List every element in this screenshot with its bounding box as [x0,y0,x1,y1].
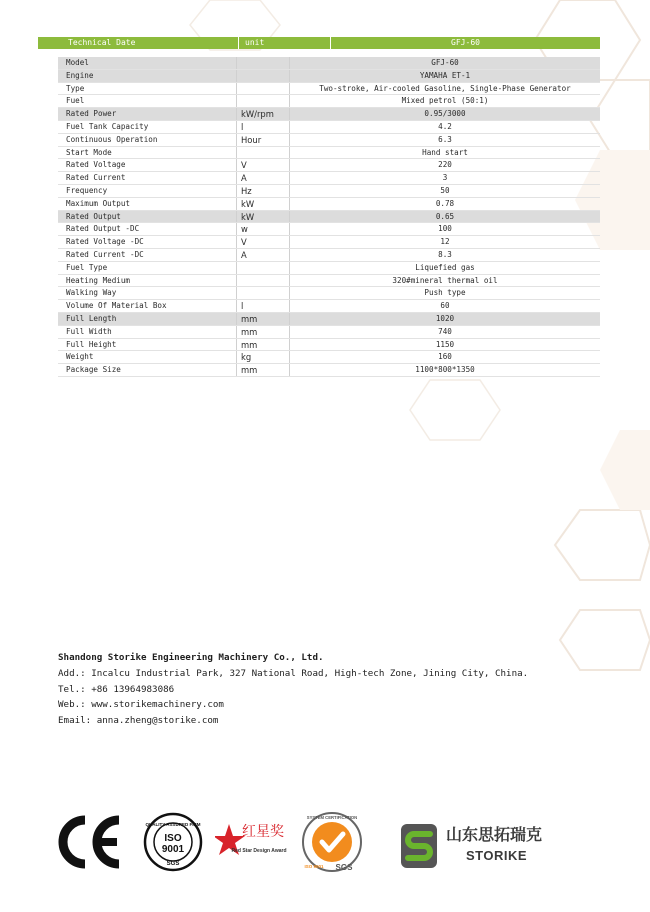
spec-unit-cell: mm [236,339,290,351]
table-row [58,287,600,300]
table-row [58,364,600,377]
spec-unit-cell: l [236,121,290,133]
spec-label-cell: Rated Voltage -DC [66,237,144,247]
table-row [58,70,600,83]
spec-unit-cell: Hz [236,185,290,197]
spec-unit-cell [236,95,290,107]
iso-main-text: ISO [164,833,182,844]
spec-unit-cell: mm [236,313,290,325]
spec-unit-cell: kW [236,198,290,210]
table-row [58,249,600,262]
spec-value-cell: 160 [438,352,452,362]
spec-unit-cell: V [236,159,290,171]
spec-label-cell: Type [66,83,85,93]
spec-value-cell: 3 [442,173,448,183]
sgs-iso-text: ISO 9001 [304,864,324,869]
iso-ring-text: QUALITY ASSURED FIRM [145,822,201,827]
spec-value-cell: Mixed petrol (50:1) [401,96,489,106]
spec-label-cell: Engine [66,70,94,80]
header-model: GFJ-60 [330,37,600,49]
table-row [58,57,600,70]
spec-value-cell: 1020 [435,313,455,323]
spec-label-cell: Model [66,58,89,67]
spec-label-cell: Full Width [66,326,112,336]
spec-value-cell: Liquefied gas [415,262,475,272]
spec-unit-cell: w [236,223,290,235]
spec-label-cell: Walking Way [66,288,117,298]
spec-unit-cell: kg [236,351,290,363]
sgs-ring-text: SYSTEM CERTIFICATION [306,815,358,820]
storike-cn-name: 山东思拓瑞克 [446,825,543,844]
spec-label-cell: Full Height [66,339,117,349]
spec-unit-cell [236,70,290,82]
spec-unit-cell: mm [236,326,290,338]
spec-value-cell: 0.78 [435,198,455,208]
table-row [58,223,600,236]
spec-value-cell: 8.3 [438,249,452,259]
storike-en-name: STORIKE [466,848,528,863]
spec-table-body [58,57,600,377]
storike-s-icon [400,822,440,872]
spec-value-cell: GFJ-60 [431,58,459,67]
spec-value-cell: Hand start [422,147,468,157]
spec-value-cell: 1100*800*1350 [415,365,475,375]
iso-number-text: 9001 [161,844,185,855]
spec-label-cell: Rated Output [66,211,121,221]
table-row [58,351,600,364]
company-address: Add.: Incalcu Industrial Park, 327 National Road, High-tech Zone, Jining City, China. [58,667,529,679]
sgs-certification-logo [300,810,364,874]
table-row [58,108,600,121]
iso-sgs-text: SGS [166,861,180,867]
table-row [58,95,600,108]
spec-label-cell: Continuous Operation [66,134,158,144]
spec-label-cell: Package Size [66,365,121,375]
spec-unit-cell [236,147,290,159]
table-row [58,147,600,160]
table-row [58,185,600,198]
company-email: Email: anna.zheng@storike.com [58,715,219,727]
spec-label-cell: Rated Power [66,109,117,119]
spec-unit-cell: A [236,249,290,261]
company-web: Web.: www.storikemachinery.com [58,699,224,711]
certification-logos [0,808,650,878]
spec-unit-cell: kW [236,211,290,223]
table-row [58,300,600,313]
table-row [58,236,600,249]
table-row [58,262,600,275]
spec-unit-cell [236,262,290,274]
company-info [58,650,528,729]
spec-unit-cell [236,83,290,95]
spec-unit-cell: Hour [236,134,290,146]
spec-label-cell: Weight [66,352,94,362]
company-name: Shandong Storike Engineering Machinery Co., Ltd. [58,652,324,663]
spec-value-cell: 100 [438,224,452,234]
spec-value-cell: 60 [440,301,450,311]
spec-label-cell: Heating Medium [66,275,131,285]
table-row [58,134,600,147]
spec-table [38,37,600,377]
table-row [58,172,600,185]
spec-label-cell: Rated Voltage [66,160,126,170]
spec-unit-cell: V [236,236,290,248]
spec-label-cell: Rated Current -DC [66,249,144,259]
red-star-en-text: Red Star Design Award [231,848,287,854]
table-row [58,211,600,224]
spec-label-cell: Fuel Type [66,262,108,272]
header-unit: unit [238,37,330,49]
spec-value-cell: 4.2 [438,121,452,131]
spec-value-cell: 740 [438,326,452,336]
spec-unit-cell: A [236,172,290,184]
spec-value-cell: 12 [440,237,450,247]
table-row [58,275,600,288]
spec-unit-cell [236,57,290,69]
table-row [58,121,600,134]
spec-label-cell: Maximum Output [66,198,131,208]
spec-unit-cell: mm [236,364,290,376]
spec-unit-cell: kW/rpm [236,108,290,120]
spec-label-cell: Volume Of Material Box [66,301,167,311]
spec-value-cell: 320#mineral thermal oil [392,275,498,285]
table-row [58,313,600,326]
company-tel: Tel.: +86 13964983086 [58,683,175,695]
iso-9001-badge [143,812,203,872]
red-star-cn-text: 红星奖 [242,824,284,840]
spec-value-cell: 220 [438,160,452,170]
spec-unit-cell [236,287,290,299]
spec-value-cell: 50 [440,185,450,195]
table-row [58,83,600,96]
sgs-label-text: SGS [335,863,353,872]
spec-value-cell: 0.95/3000 [424,109,466,119]
storike-brand-logo [400,822,570,872]
spec-label-cell: Frequency [66,185,108,195]
spec-table-header [38,37,600,49]
spec-value-cell: YAMAHA ET-1 [419,70,471,80]
spec-value-cell: 1150 [435,339,455,349]
spec-label-cell: Full Length [66,313,117,323]
header-technical-date: Technical Date [68,38,136,47]
red-star-award-logo [215,814,290,870]
table-row [58,198,600,211]
spec-unit-cell: l [236,300,290,312]
spec-unit-cell [236,275,290,287]
spec-value-cell: Two-stroke, Air-cooled Gasoline, Single-Phase Generator [319,83,571,93]
spec-label-cell: Rated Output -DC [66,224,140,234]
spec-value-cell: 0.65 [435,211,455,221]
spec-label-cell: Fuel Tank Capacity [66,121,149,131]
spec-label-cell: Start Mode [66,147,112,157]
table-row [58,326,600,339]
ce-mark-logo [55,814,125,870]
table-row [58,339,600,352]
spec-label-cell: Rated Current [66,173,126,183]
spec-value-cell: Push type [424,288,466,298]
spec-value-cell: 6.3 [438,134,452,144]
spec-label-cell: Fuel [66,96,85,106]
table-row [58,159,600,172]
